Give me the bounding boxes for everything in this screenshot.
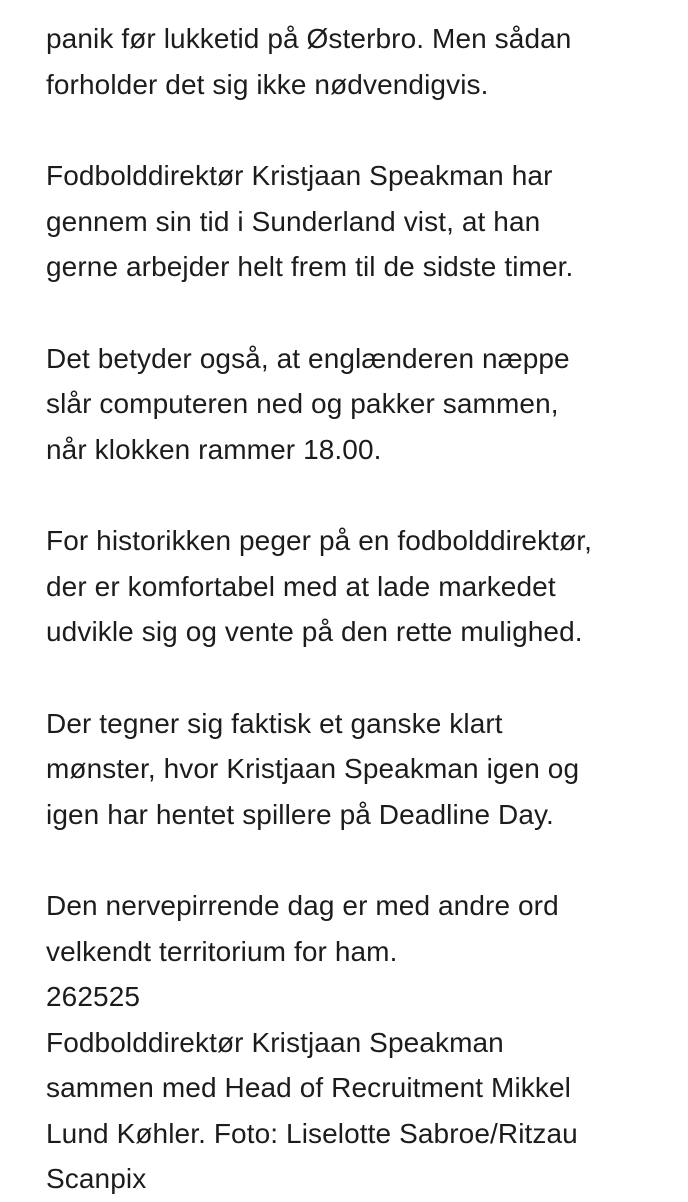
article-paragraph: panik før lukketid på Østerbro. Men sådan forholder det sig ikke nødvendigvis. bbox=[46, 23, 572, 100]
article-paragraph: Fodbolddirektør Kristjaan Speakman har gennem sin tid i Sunderland vist, at han gerne arbejder helt frem til de sidste timer. bbox=[46, 160, 574, 282]
article-paragraph: For historikken peger på en fodbolddirektør, der er komfortabel med at lade markedet udvikle sig og vente på den rette mulighed. bbox=[46, 525, 593, 647]
article-paragraph: Den nervepirrende dag er med andre ord velkendt territorium for ham. bbox=[46, 890, 559, 967]
article-paragraph: Det betyder også, at englænderen næppe slår computeren ned og pakker sammen, når klokken rammer 18.00. bbox=[46, 342, 570, 465]
photo-caption: Fodbolddirektør Kristjaan Speakman sammen med Head of Recruitment Mikkel Lund Køhler. Foto: Liselotte Sabroe/Ritzau Scanpix bbox=[46, 1026, 578, 1194]
article-paragraph: Der tegner sig faktisk et ganske klart mønster, hvor Kristjaan Speakman igen og igen har hentet spillere på Deadline Day. bbox=[46, 707, 580, 830]
article-body bbox=[46, 16, 666, 1202]
image-id: 262525 bbox=[46, 981, 141, 1012]
